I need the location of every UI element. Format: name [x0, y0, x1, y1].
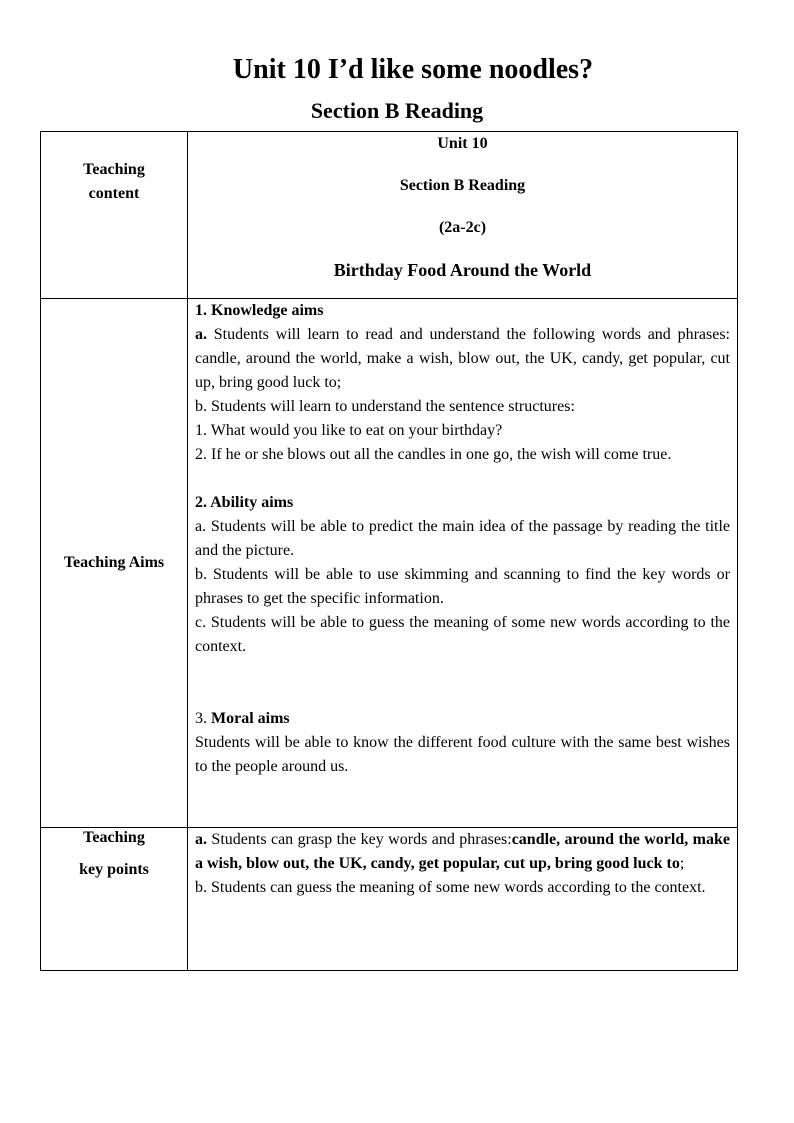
moral-aims-number: 3. [195, 710, 207, 727]
section-name: Section B Reading [399, 177, 526, 194]
moral-aims-heading [195, 707, 730, 731]
page-title: Unit 10 I’d like some noodles? [232, 54, 594, 85]
key-points-label-line2: key points [79, 861, 149, 878]
teaching-aims-row [41, 299, 738, 828]
ability-aim-c: c. Students will be able to guess the meaning of some new words according to the context. [195, 614, 730, 655]
page-subtitle: Section B Reading [310, 98, 484, 123]
key-point-a-end: ; [679, 855, 685, 872]
knowledge-aim-a-text: Students will learn to read and understand the following words and phrases: candle, around the world, make a wish, blow out, the UK, candy, get popular, cut up, bring good luck to; [195, 326, 730, 391]
key-points-label [41, 828, 188, 971]
teaching-aims-label: Teaching Aims [41, 299, 188, 828]
teaching-content-cell [188, 132, 738, 299]
key-point-b: b. Students can guess the meaning of some new words according to the context. [195, 879, 706, 896]
teaching-content-label-line2: content [88, 185, 140, 202]
spacer [195, 659, 730, 707]
unit-name: Unit 10 [437, 135, 488, 152]
key-points-row [41, 828, 738, 971]
knowledge-aim-a-prefix: a. [195, 326, 207, 343]
lesson-topic: Birthday Food Around the World [333, 260, 592, 280]
knowledge-aim-b: b. Students will learn to understand the sentence structures: [195, 398, 575, 415]
lesson-plan-table [40, 131, 738, 971]
ability-aim-b: b. Students will be able to use skimming and scanning to find the key words or phrases to get the specific information. [195, 566, 730, 607]
key-point-a-prefix: a. [195, 831, 207, 848]
key-points-label-line1: Teaching [83, 829, 145, 846]
moral-aims-title: Moral aims [207, 710, 290, 727]
teaching-aims-cell [188, 299, 738, 828]
teaching-content-label-line1: Teaching [83, 161, 145, 178]
key-point-a [195, 828, 730, 876]
activity-range: (2a-2c) [438, 219, 487, 236]
teaching-content-row [41, 132, 738, 299]
spacer [195, 467, 730, 491]
key-point-a-text: Students can grasp the key words and phrases: [207, 831, 512, 848]
teaching-content-label [41, 132, 188, 299]
key-point-a-phrases: candle, around the world, make a wish, blow out, the UK, candy, get popular, cut up, bring good luck to [195, 831, 731, 872]
key-points-cell [188, 828, 738, 971]
ability-aim-a: a. Students will be able to predict the main idea of the passage by reading the title and the picture. [195, 518, 730, 559]
knowledge-aim-b2: 2. If he or she blows out all the candles in one go, the wish will come true. [195, 446, 672, 463]
moral-aim-text: Students will be able to know the different food culture with the same best wishes to the people around us. [195, 734, 730, 775]
ability-aims-heading: 2. Ability aims [195, 494, 294, 511]
knowledge-aims-heading: 1. Knowledge aims [195, 302, 324, 319]
knowledge-aim-a [195, 323, 730, 395]
knowledge-aim-b1: 1. What would you like to eat on your birthday? [195, 422, 503, 439]
